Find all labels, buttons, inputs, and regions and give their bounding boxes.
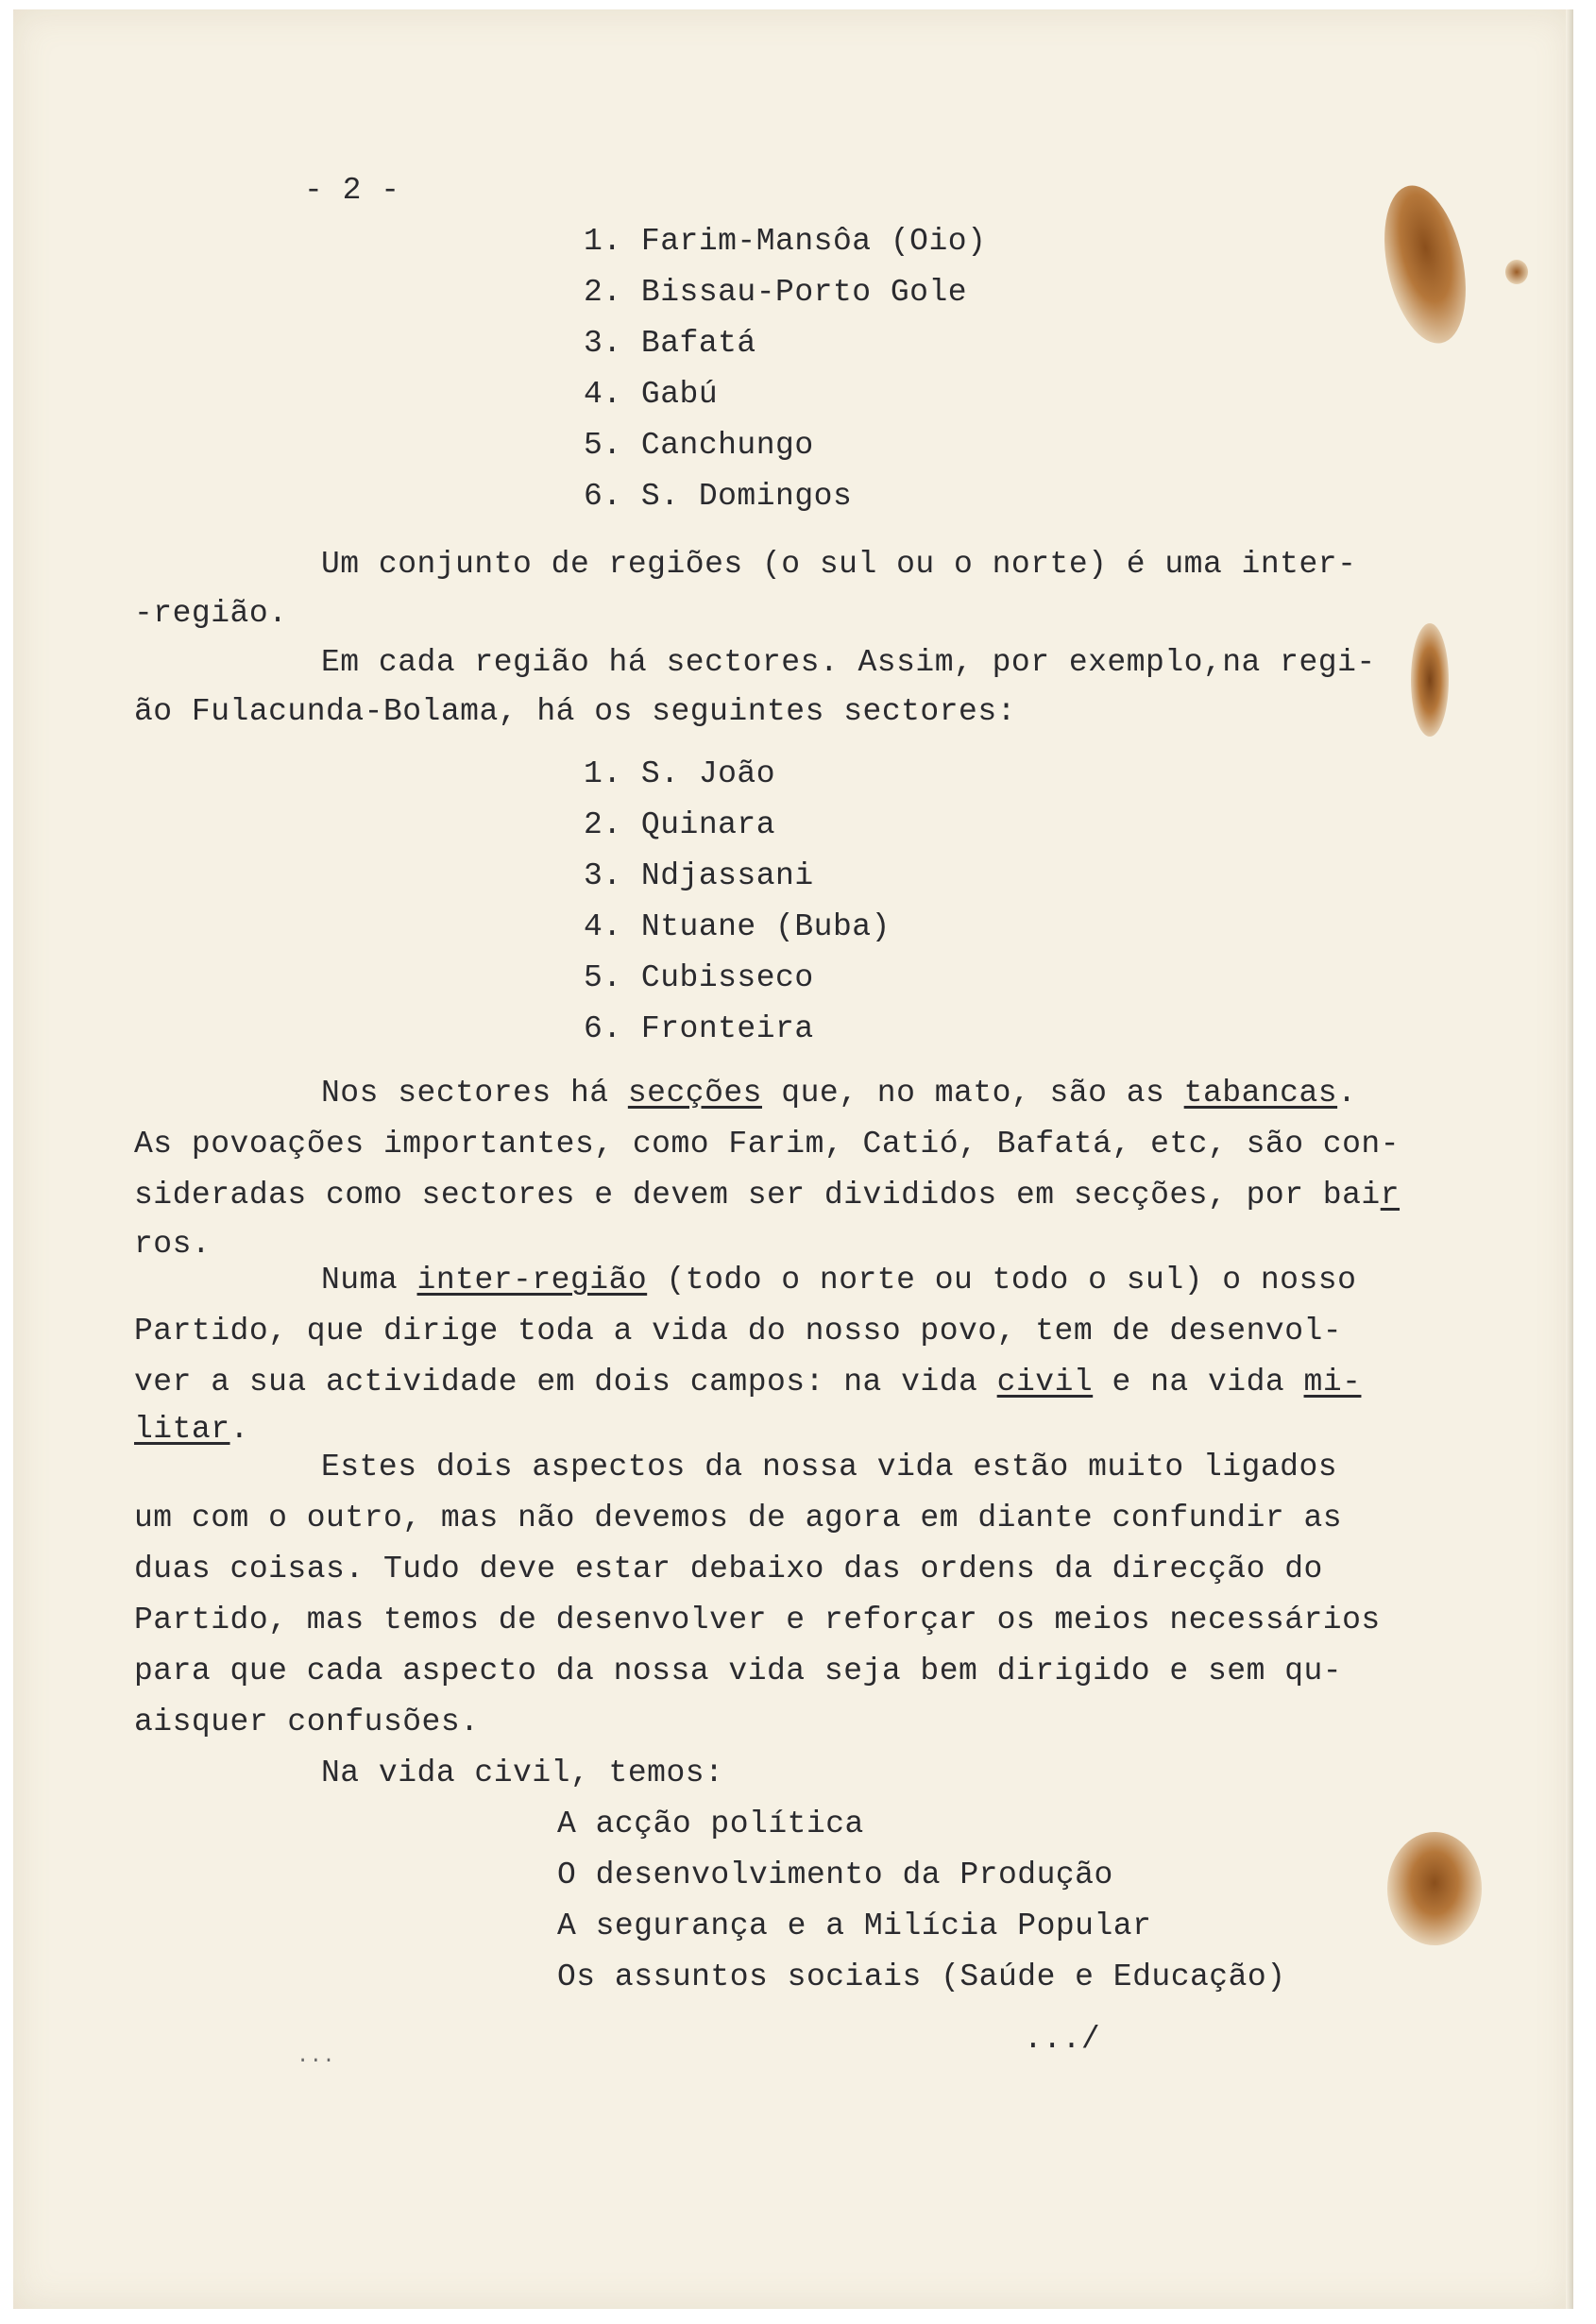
page-number: - 2 - [304, 173, 400, 208]
list-item: 2. Quinara [584, 807, 776, 842]
text-run: . [229, 1412, 249, 1447]
document-page [13, 9, 1573, 2309]
text-run: . [1337, 1076, 1357, 1111]
stain-bottom-right [1387, 1832, 1482, 1945]
underlined-term: litar [134, 1412, 230, 1447]
underlined-term: civil [996, 1365, 1094, 1399]
marginal-mark: ... [297, 2044, 336, 2068]
paragraph-line: Partido, mas temos de desenvolver e reforçar os meios necessários [134, 1603, 1381, 1637]
paragraph-line: As povoações importantes, como Farim, Catió, Bafatá, etc, são con- [134, 1127, 1401, 1162]
list-item: A acção política [557, 1807, 864, 1841]
paragraph-line [321, 1262, 1356, 1299]
paragraph-line: Um conjunto de regiões (o sul ou o norte) é uma inter- [321, 547, 1357, 582]
text-run: Numa [321, 1263, 417, 1298]
text-run: sideradas como sectores e devem ser divididos em secções, por bai [134, 1178, 1381, 1213]
paragraph-line: aisquer confusões. [134, 1705, 480, 1739]
stain-top-right-dot [1505, 260, 1528, 284]
list-item: 4. Ntuane (Buba) [584, 909, 891, 944]
list-item: 5. Cubisseco [584, 960, 814, 995]
list-item: 3. Ndjassani [584, 858, 814, 893]
list-item: 4. Gabú [584, 377, 719, 412]
paragraph-line: -região. [134, 596, 288, 631]
list-item: O desenvolvimento da Produção [557, 1858, 1113, 1892]
paragraph-line: ros. [134, 1227, 212, 1262]
list-item: 1. S. João [584, 756, 776, 791]
text-run: que, no mato, são as [761, 1076, 1184, 1111]
list-item: 3. Bafatá [584, 326, 756, 361]
underlined-term: r [1380, 1178, 1401, 1213]
paragraph-line: para que cada aspecto da nossa vida seja bem dirigido e sem qu- [134, 1654, 1343, 1688]
underlined-term: secções [627, 1076, 762, 1111]
paragraph-line: Partido, que dirige toda a vida do nosso povo, tem de desenvol- [134, 1314, 1343, 1349]
paragraph-line: um com o outro, mas não devemos de agora em diante confundir as [134, 1501, 1343, 1535]
list-item: Os assuntos sociais (Saúde e Educação) [557, 1959, 1286, 1994]
paragraph-line: duas coisas. Tudo deve estar debaixo das ordens da direcção do [134, 1552, 1323, 1586]
underlined-term: inter-região [416, 1263, 648, 1298]
list-item: A segurança e a Milícia Popular [557, 1908, 1152, 1943]
text-run: (todo o norte ou todo o sul) o nosso [647, 1263, 1357, 1298]
stain-top-right [1371, 178, 1479, 351]
paragraph-line [134, 1411, 249, 1449]
continuation-mark: .../ [1024, 2022, 1101, 2057]
text-run: Nos sectores há [321, 1076, 628, 1111]
paragraph-line: Em cada região há sectores. Assim, por exemplo,na regi- [321, 645, 1376, 680]
underlined-term: tabancas [1183, 1076, 1338, 1111]
paragraph-line [321, 1075, 1356, 1112]
text-run: ver a sua actividade em dois campos: na vida [134, 1365, 997, 1399]
list-item: 2. Bissau-Porto Gole [584, 275, 968, 310]
text-run: e na vida [1093, 1365, 1304, 1399]
list-item: 6. S. Domingos [584, 479, 853, 514]
list-item: 1. Farim-Mansôa (Oio) [584, 224, 987, 259]
stain-middle-right [1411, 623, 1449, 737]
page-edge-shadow [1566, 9, 1573, 2309]
paragraph-line: Na vida civil, temos: [321, 1756, 724, 1790]
paragraph-line [134, 1364, 1361, 1401]
list-item: 6. Fronteira [584, 1011, 814, 1046]
list-item: 5. Canchungo [584, 428, 814, 463]
paragraph-line [134, 1177, 1400, 1214]
paragraph-line: ão Fulacunda-Bolama, há os seguintes sectores: [134, 694, 1016, 729]
underlined-term: mi- [1303, 1365, 1362, 1399]
paragraph-line: Estes dois aspectos da nossa vida estão muito ligados [321, 1450, 1338, 1484]
